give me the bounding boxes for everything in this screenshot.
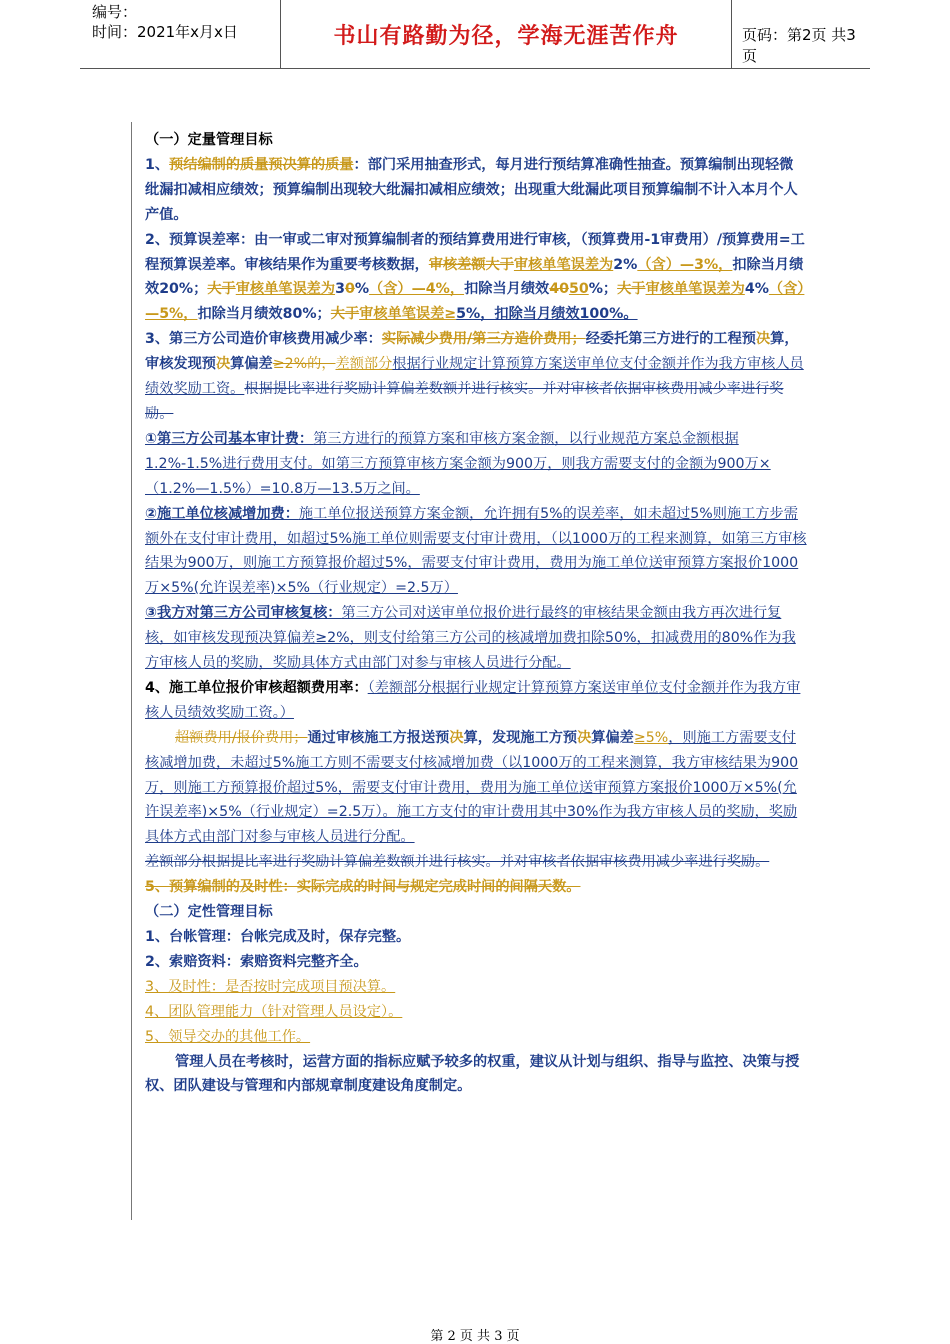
qual-item-5: 5、领导交办的其他工作。 (145, 1028, 311, 1045)
sub2-text: 施工单位报送预算方案金额，允许拥有5%的误差率，如未超过5%则施工方步需额外在支付审计费用，如超过5%施工单位则需要支付审计费用，（以1000万的工程来测算，如第三方审核结果为900万，则施工方预算报价超过5%，需要支付审计费用，费用为施工单位送审预算方案报价1000万×5%(允许误差率)×5%（行业规定）=2.5万） (145, 505, 807, 597)
q2-inserted-1: 审核单笔误差为 (513, 256, 614, 273)
page-footer: 第 2 页 共 3 页 (430, 1329, 520, 1344)
page-header (80, 0, 870, 69)
q4-deleted-1: 超额费用/报价费用； (175, 729, 308, 746)
q2-inserted-2: （含）—3%， (637, 256, 733, 273)
paragraph-q4-deleted: 差额部分根据提比率进行奖励计算偏差数额并进行核实。并对审核者依据审核费用减少率进行奖励。 (145, 854, 770, 871)
q2-deduct-4: 5%，扣除当月绩效100%。 (456, 306, 638, 323)
q2-inserted-5: 50 (568, 281, 589, 298)
q2-deduct-1: 扣除当月绩效20%； (145, 256, 804, 298)
qual-item-2: 2、索赔资料：索赔资料完整齐全。 (145, 953, 368, 970)
q2-deleted-3: 0 (344, 281, 355, 298)
sub2-title: ②施工单位核减增加费： (145, 505, 299, 522)
qual-item-4: 4、团队管理能力（针对管理人员设定）。 (145, 1003, 403, 1020)
q3-inserted-text: 根据行业规定计算预算方案送审单位支付金额并作为我方审核人员绩效奖励工资。 (145, 356, 804, 398)
q2-deduct-3: 扣除当月绩效80%； (197, 306, 331, 323)
header-meta (92, 2, 238, 42)
q1-text: ：部门采用抽查形式，每月进行预结算准确性抽查。预算编制出现轻微纰漏扣减相应绩效；预算编制出现较大纰漏扣减相应绩效；出现重大纰漏此项目预算编制不计入本月个人产值。 (145, 156, 798, 223)
paragraph-q4-body (145, 726, 807, 851)
qual-item-1: 1、台帐管理：台帐完成及时，保存完整。 (145, 929, 411, 945)
q4-text-3: 算偏差 (591, 729, 634, 746)
q2-deleted-5: 大于 (617, 281, 646, 298)
q3-deleted-2: ≥2%的， (272, 356, 336, 373)
q4-inserted-2: 决 (577, 729, 592, 746)
q2-deleted-4: 40 (549, 281, 569, 298)
sub3-title: ③我方对第三方公司审核复核： (145, 605, 342, 622)
header-page-info: 页码：第2页 共3页 (742, 26, 856, 65)
q2-deleted-2: 大于 (207, 281, 236, 298)
paragraph-q3 (145, 327, 807, 427)
q3-inserted-1: 决 (755, 331, 771, 348)
q3-deleted-1: 实际减少费用/第三方造价费用； (381, 331, 586, 348)
q2-inserted-8: 审核单笔误差≥ (359, 306, 457, 323)
paragraph-q4 (145, 676, 807, 726)
header-motto: 书山有路勤为径，学海无涯苦作舟 (333, 22, 679, 49)
q3-text-1: 经委托第三方进行的工程预 (585, 331, 756, 348)
q2-percent: %； (588, 281, 618, 298)
q2-deleted-6: 大于 (330, 306, 360, 323)
section-title-qualitative: （二）定性管理目标 (145, 904, 273, 921)
q3-deleted-3: 根据提比率进行奖励计算偏差数额并进行核实。并对审核者依据审核费用减少率进行奖励。 (145, 381, 784, 422)
q4-text-1: 通过审核施工方报送预 (307, 729, 450, 746)
q2-inserted-4: （含）—4%， (369, 281, 465, 298)
q2-text: 2、预算误差率：由一审或二审对预算编制者的预结算费用进行审核，（预算费用-1审费用）/预算费用=工程预算误差率。审核结果作为重要考核数据， (145, 231, 805, 273)
q4-note: （差额部分根据行业规定计算预算方案送审单位支付金额并作为我方审核人员绩效奖励工资。） (145, 679, 801, 721)
q1-number: 1、 (145, 156, 170, 173)
q2-rate-1: 2% (613, 256, 638, 273)
q2-deduct-2: 扣除当月绩效 (464, 281, 550, 298)
q3-text-3: 算偏差 (230, 356, 273, 373)
q3-inserted-3: 差额部分 (335, 356, 393, 373)
q3-inserted-2: 决 (215, 356, 231, 373)
paragraph-sub2 (145, 502, 807, 602)
q4-inserted-3: ≥5% (633, 729, 669, 746)
q2-inserted-3: 审核单笔误差为 (235, 281, 336, 298)
q2-rate-3: 4% (744, 281, 769, 298)
q3-text-2: 算，审核发现预 (145, 331, 799, 373)
paragraph-q5: 5、预算编制的及时性：实际完成的时间与规定完成时间的间隔天数。 (145, 879, 581, 896)
q2-inserted-7: （含）—5%， (145, 281, 805, 323)
sub1-text: 第三方进行的预算方案和审核方案金额，以行业规范方案总金额根据1.2%-1.5%进行费用支付。如第三方预算审核方案金额为900万，则我方需要支付的金额为900万×（1.2%—1.5%）=10.8万—13.5万之间。 (145, 430, 771, 497)
document-body (145, 128, 807, 1099)
paragraph-q1 (145, 153, 807, 228)
paragraph-q2 (145, 228, 807, 328)
document-time: 时间：2021年x月x日 (92, 23, 238, 41)
sub3-text: 第三方公司对送审单位报价进行最终的审核结果金额由我方再次进行复核，如审核发现预决算偏差≥2%，则支付给第三方公司的核减增加费扣除50%，扣减费用的80%作为我方审核人员的奖励，奖励具体方式由部门对参与审核人员进行分配。 (145, 605, 796, 672)
sub1-title: ①第三方公司基本审计费： (145, 430, 314, 447)
document-number-label: 编号： (92, 3, 138, 21)
closing-paragraph: 管理人员在考核时，运营方面的指标应赋予较多的权重，建议从计划与组织、指导与监控、决策与授权、团队建设与管理和内部规章制度建设角度制定。 (145, 1053, 800, 1095)
q1-deleted-text: 预结编制的质量预决算的质量 (169, 156, 354, 173)
q4-inserted-1: 决 (449, 729, 464, 746)
q2-rate-2b: % (354, 281, 370, 298)
section-title-quantitative: （一）定量管理目标 (145, 132, 273, 148)
q3-title: 3、第三方公司造价审核费用减少率： (145, 331, 382, 348)
q2-rate-2a: 3 (335, 281, 345, 298)
paragraph-sub3 (145, 601, 807, 676)
q2-deleted-1: 审核差额大于 (428, 256, 514, 273)
q4-title: 4、施工单位报价审核超额费用率： (145, 679, 368, 696)
q2-inserted-6: 审核单笔误差为 (645, 281, 745, 298)
header-motto-cell (280, 0, 732, 68)
paragraph-sub1 (145, 427, 807, 502)
q4-text-4: ，则施工方需要支付核减增加费，未超过5%施工方则不需要支付核减增加费（以1000万的工程来测算，我方审核结果为900万，则施工方预算报价超过5%，需要支付审计费用，费用为施工单位送审预算方案报价1000万×5%(允许误差率)×5%（行业规定）=2.5万）。施工方支付的审计费用其中30%作为我方审核人员的奖励，奖励具体方式由部门对参与审核人员进行分配。 (145, 729, 799, 846)
qual-item-3: 3、及时性：是否按时完成项目预决算。 (145, 978, 396, 995)
q4-text-2: 算，发现施工方预 (463, 729, 578, 746)
revision-margin-line (131, 122, 132, 1220)
